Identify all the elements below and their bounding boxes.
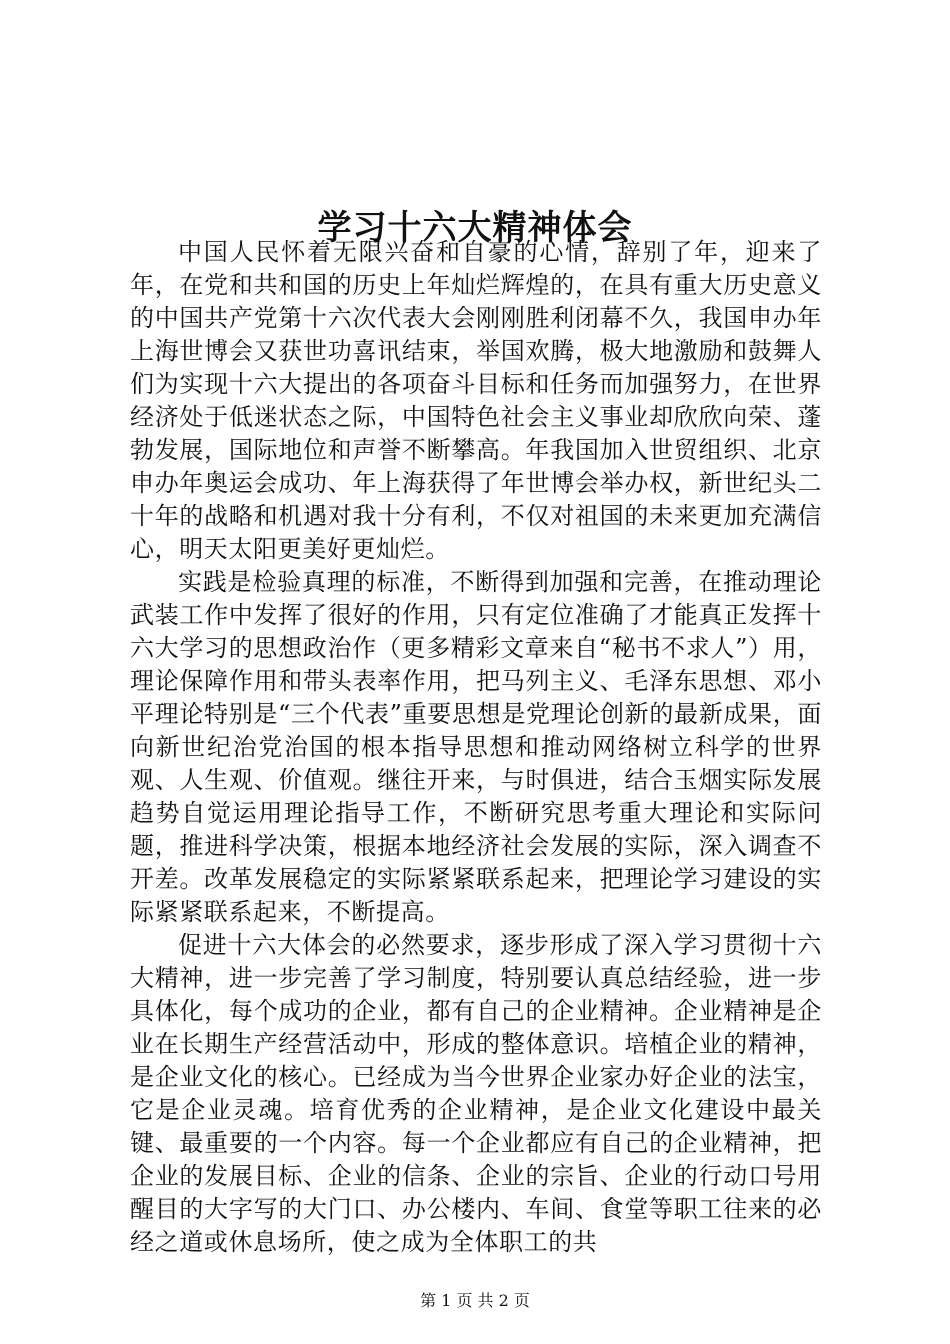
paragraph-1: 中国人民怀着无限兴奋和自豪的心情，辞别了年，迎来了年，在党和共和国的历史上年灿烂辉煌的，在具有重大历史意义的中国共产党第十六次代表大会刚刚胜利闭幕不久，我国申办年上海世博会又获世功喜讯结束，举国欢腾，极大地激励和鼓舞人们为实现十六大提出的各项奋斗目标和任务而加强努力，在世界经济处于低迷状态之际，中国特色社会主义事业却欣欣向荣、蓬勃发展，国际地位和声誉不断攀高。年我国加入世贸组织、北京申办年奥运会成功、年上海获得了年世博会举办权，新世纪头二十年的战略和机遇对我十分有利，不仅对祖国的未来更加充满信心，明天太阳更美好更灿烂。 — [130, 238, 822, 563]
document-body — [130, 236, 822, 1259]
document-title: 学习十六大精神体会 — [317, 207, 633, 248]
paragraph-2: 实践是检验真理的标准，不断得到加强和完善，在推动理论武装工作中发挥了很好的作用，只有定位准确了才能真正发挥十六大学习的思想政治作（更多精彩文章来自“秘书不求人”）用，理论保障作用和带头表率作用，把马列主义、毛泽东思想、邓小平理论特别是“三个代表”重要思想是党理论创新的最新成果，面向新世纪治党治国的根本指导思想和推动网络树立科学的世界观、人生观、价值观。继往开来，与时俱进，结合玉烟实际发展趋势自觉运用理论指导工作，不断研究思考重大理论和实际问题，推进科学决策，根据本地经济社会发展的实际，深入调查不开差。改革发展稳定的实际紧紧联系起来，把理论学习建设的实际紧紧联系起来，不断提高。 — [130, 568, 822, 926]
paragraph-3: 促进十六大体会的必然要求，逐步形成了深入学习贯彻十六大精神，进一步完善了学习制度，特别要认真总结经验，进一步具体化，每个成功的企业，都有自己的企业精神。企业精神是企业在长期生产经营活动中，形成的整体意识。培植企业的精神，是企业文化的核心。已经成为当今世界企业家办好企业的法宝，它是企业灵魂。培育优秀的企业精神，是企业文化建设中最关键、最重要的一个内容。每一个企业都应有自己的企业精神，把企业的发展目标、企业的信条、企业的宗旨、企业的行动口号用醒目的大字写的大门口、办公楼内、车间、食堂等职工往来的必经之道或休息场所，使之成为全体职工的共 — [130, 931, 822, 1256]
page-number-footer: 第 1 页 共 2 页 — [420, 1291, 530, 1310]
